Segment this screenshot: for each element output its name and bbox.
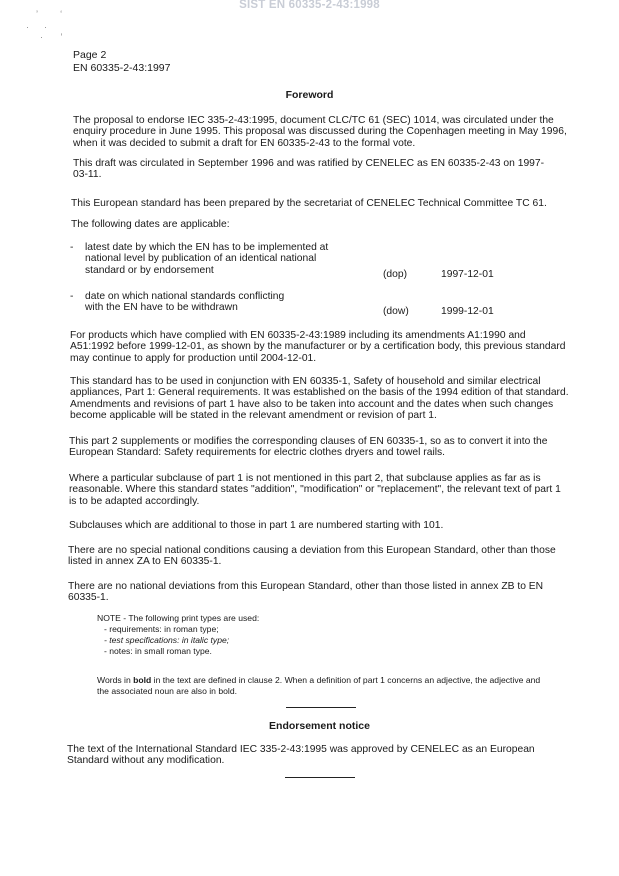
bold-words-paragraph [97,675,547,697]
list-dash: - [70,242,74,253]
date-value: 1997-12-01 [441,269,494,280]
note-title: NOTE - The following print types are used: [97,613,260,623]
paragraph-5: For products which have complied with EN 60335-2-43:1989 including its amendments A1:1990 and A51:1992 before 1999-12-01, as shown by the manufacturer or by a certification body, this previous standard may continue to apply for production until 2004-12-01. [70,330,566,364]
date-row-dow [0,291,619,321]
watermark: SIST EN 60335-2-43:1998 [239,0,380,11]
paragraph-8: Where a particular subclause of part 1 is not mentioned in this part 2, that subclause applies as far as is reasonable. Where this standard states "addition", "modification" or "replacement", the relevant text of part 1 is to be adapted accordingly. [69,473,561,507]
paragraph-4: The following dates are applicable: [71,219,230,230]
bold-word: bold [133,675,152,685]
page-header [73,49,171,75]
note-line-notes: - notes: in small roman type. [104,646,212,656]
date-description: date on which national standards conflicting with the EN have to be withdrawn [85,291,285,314]
date-description: latest date by which the EN has to be implemented at national level by publication of an identical national standard or by endorsement [85,242,329,276]
page-number: Page 2 [73,49,107,61]
paragraph-11: There are no national deviations from this European Standard, other than those listed in annex ZB to EN 60335-1. [68,581,544,604]
bold-words-intro: Words in [97,675,134,685]
paragraph-2: This draft was circulated in September 1996 and was ratified by CENELEC as EN 60335-2-43 on 1997-03-11. [73,158,545,181]
endorsement-heading: Endorsement notice [269,720,370,732]
divider-rule [286,707,356,708]
paragraph-9: Subclauses which are additional to those in part 1 are numbered starting with 101. [69,520,444,531]
paragraph-1: The proposal to endorse IEC 335-2-43:1995, document CLC/TC 61 (SEC) 1014, was circulated under the enquiry procedure in June 1995. This proposal was discussed during the Copenhagen meeting in May 1996, when it was decided to submit a draft for EN 60335-2-43 to the formal vote. [73,115,567,149]
date-abbreviation: (dow) [383,306,409,317]
standard-number: EN 60335-2-43:1997 [73,62,171,74]
paragraph-7: This part 2 supplements or modifies the corresponding clauses of EN 60335-1, so as to convert it into the European Standard: Safety requirements for electric clothes dryers and towel rails. [69,436,548,459]
paragraph-3: This European standard has been prepared by the secretariat of CENELEC Technical Committee TC 61. [71,198,547,209]
paragraph-10: There are no special national conditions causing a deviation from this European Standard, other than those listed in annex ZA to EN 60335-1. [68,545,556,568]
paragraph-6: This standard has to be used in conjunction with EN 60335-1, Safety of household and similar electrical appliances, Part 1: General requirements. It was established on the basis of the 1994 edition of that standard. Amendments and revisions of part 1 have also to be taken into account and the dates when such changes become applicable will be stated in the relevant amendment or revision of part 1. [70,376,569,421]
list-dash: - [70,291,74,302]
foreword-heading: Foreword [285,89,334,101]
note-line-requirements: - requirements: in roman type; [104,624,219,634]
date-abbreviation: (dop) [383,269,408,280]
bold-words-rest: in the text are defined in clause 2. When a definition of part 1 concerns an adjective, the adjective and the associated noun are also in bold. [97,675,541,696]
endorsement-text: The text of the International Standard IEC 335-2-43:1995 was approved by CENELEC as an European Standard without any modification. [67,744,535,767]
date-value: 1999-12-01 [441,306,494,317]
date-row-dop [0,242,619,292]
scan-marks: ’ ‘ · · · ’ [26,9,63,42]
divider-rule-bottom [285,777,355,778]
note-line-tests: - test specifications: in italic type; [104,635,230,645]
note-block [97,613,259,657]
